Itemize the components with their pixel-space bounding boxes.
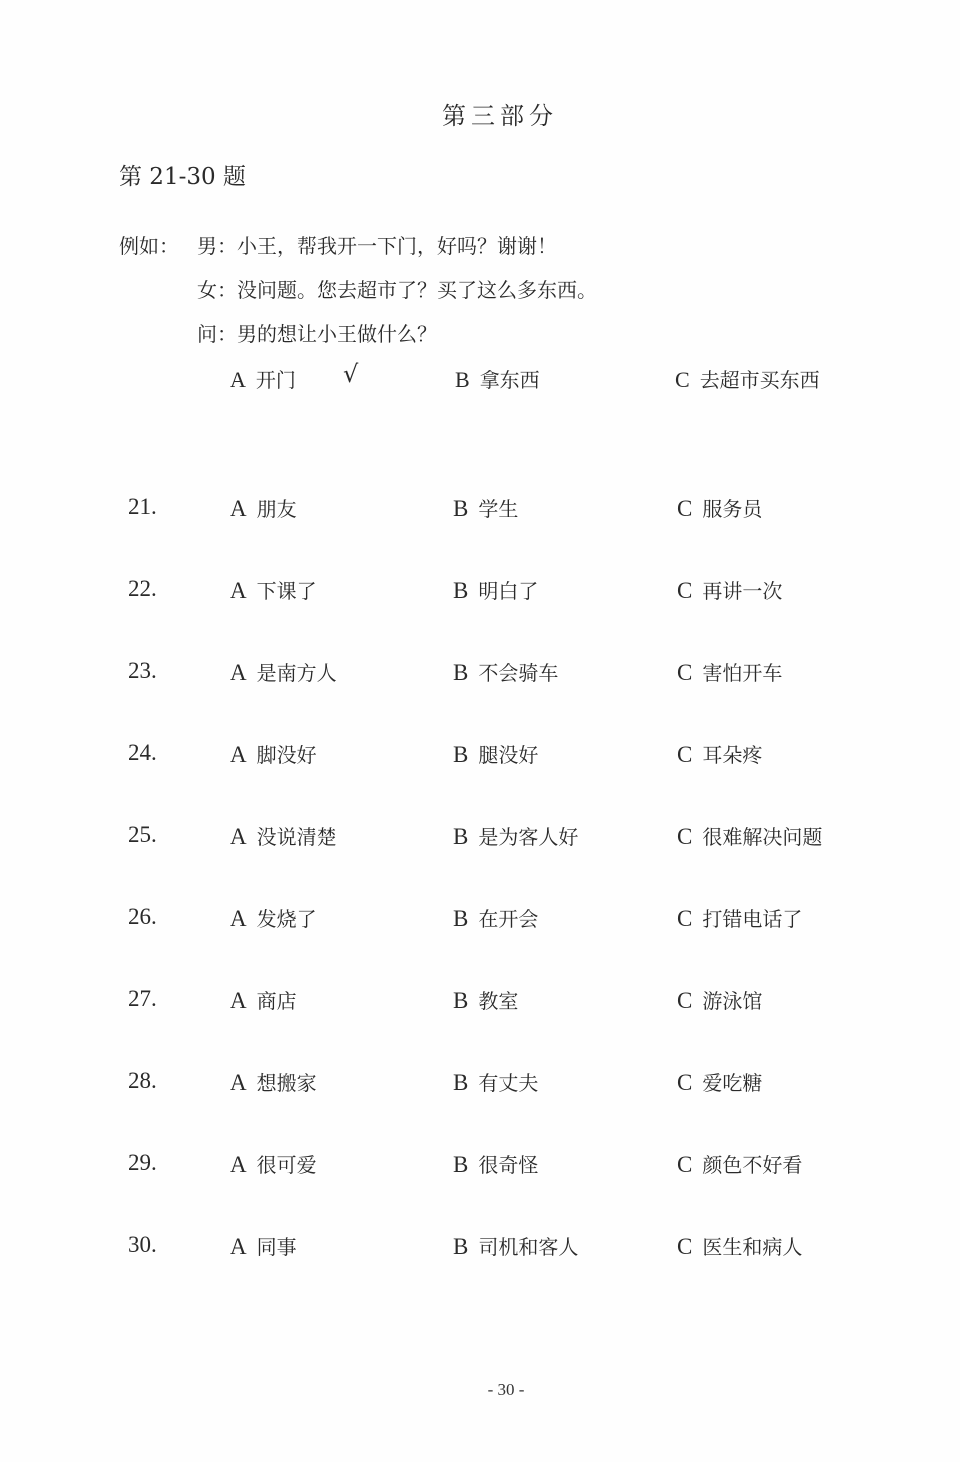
- question-number: 22.: [128, 576, 157, 601]
- question-row-21: [0, 490, 960, 526]
- question-row-22: [0, 572, 960, 608]
- question-number: 23.: [128, 658, 157, 683]
- example-question: 问：男的想让小王做什么？: [197, 322, 437, 346]
- option-b: B 有丈夫: [453, 1070, 539, 1095]
- question-row-26: [0, 900, 960, 936]
- option-b: B 是为客人好: [453, 824, 579, 849]
- question-number: 29.: [128, 1150, 157, 1175]
- check-mark-icon: √: [343, 360, 359, 388]
- option-c: C 很难解决问题: [677, 824, 823, 849]
- question-row-24: [0, 736, 960, 772]
- question-number: 26.: [128, 904, 157, 929]
- option-c: C 游泳馆: [677, 988, 763, 1013]
- option-a: A 朋友: [230, 496, 297, 521]
- question-number: 30.: [128, 1232, 157, 1257]
- option-a: A 发烧了: [230, 906, 317, 931]
- example-dialogue-man: 男：小王，帮我开一下门，好吗？谢谢！: [197, 234, 557, 258]
- question-number: 27.: [128, 986, 157, 1011]
- option-a: A 没说清楚: [230, 824, 337, 849]
- example-dialogue-woman: 女：没问题。您去超市了？买了这么多东西。: [197, 278, 597, 302]
- option-letter: B: [455, 367, 470, 392]
- option-b: B 腿没好: [453, 742, 539, 767]
- option-b: B 学生: [453, 496, 519, 521]
- option-c: C 服务员: [677, 496, 763, 521]
- option-c: C 打错电话了: [677, 906, 803, 931]
- option-b: B 司机和客人: [453, 1234, 579, 1259]
- question-row-28: [0, 1064, 960, 1100]
- option-a: A 很可爱: [230, 1152, 317, 1177]
- question-row-29: [0, 1146, 960, 1182]
- option-a: A 是南方人: [230, 660, 337, 685]
- option-a: A 脚没好: [230, 742, 317, 767]
- option-a: A 想搬家: [230, 1070, 317, 1095]
- option-c: C 爱吃糖: [677, 1070, 763, 1095]
- question-number: 24.: [128, 740, 157, 765]
- option-c: C 颜色不好看: [677, 1152, 803, 1177]
- option-b: B 在开会: [453, 906, 539, 931]
- section-title: 第三部分: [442, 102, 558, 130]
- question-number: 28.: [128, 1068, 157, 1093]
- option-a: A 商店: [230, 988, 297, 1013]
- option-c: C 医生和病人: [677, 1234, 803, 1259]
- option-letter: A: [230, 367, 246, 392]
- example-option-b: [455, 364, 540, 393]
- option-a: A 下课了: [230, 578, 317, 603]
- option-c: C 害怕开车: [677, 660, 783, 685]
- option-b: B 明白了: [453, 578, 539, 603]
- question-range-title: 第 21-30 题: [119, 164, 246, 190]
- question-number: 25.: [128, 822, 157, 847]
- question-row-30: [0, 1228, 960, 1264]
- question-number: 21.: [128, 494, 157, 519]
- example-option-c: [675, 364, 820, 393]
- option-text: 拿东西: [479, 368, 540, 392]
- example-option-a: [230, 364, 296, 393]
- option-b: B 很奇怪: [453, 1152, 539, 1177]
- option-b: B 教室: [453, 988, 519, 1013]
- option-text: 去超市买东西: [699, 368, 820, 392]
- option-c: C 再讲一次: [677, 578, 783, 603]
- option-b: B 不会骑车: [453, 660, 559, 685]
- option-c: C 耳朵疼: [677, 742, 763, 767]
- question-row-25: [0, 818, 960, 854]
- option-text: 开门: [255, 368, 296, 392]
- example-label: 例如：: [119, 234, 179, 258]
- question-row-27: [0, 982, 960, 1018]
- question-row-23: [0, 654, 960, 690]
- option-letter: C: [675, 367, 690, 392]
- option-a: A 同事: [230, 1234, 297, 1259]
- page-number: - 30 -: [487, 1380, 525, 1399]
